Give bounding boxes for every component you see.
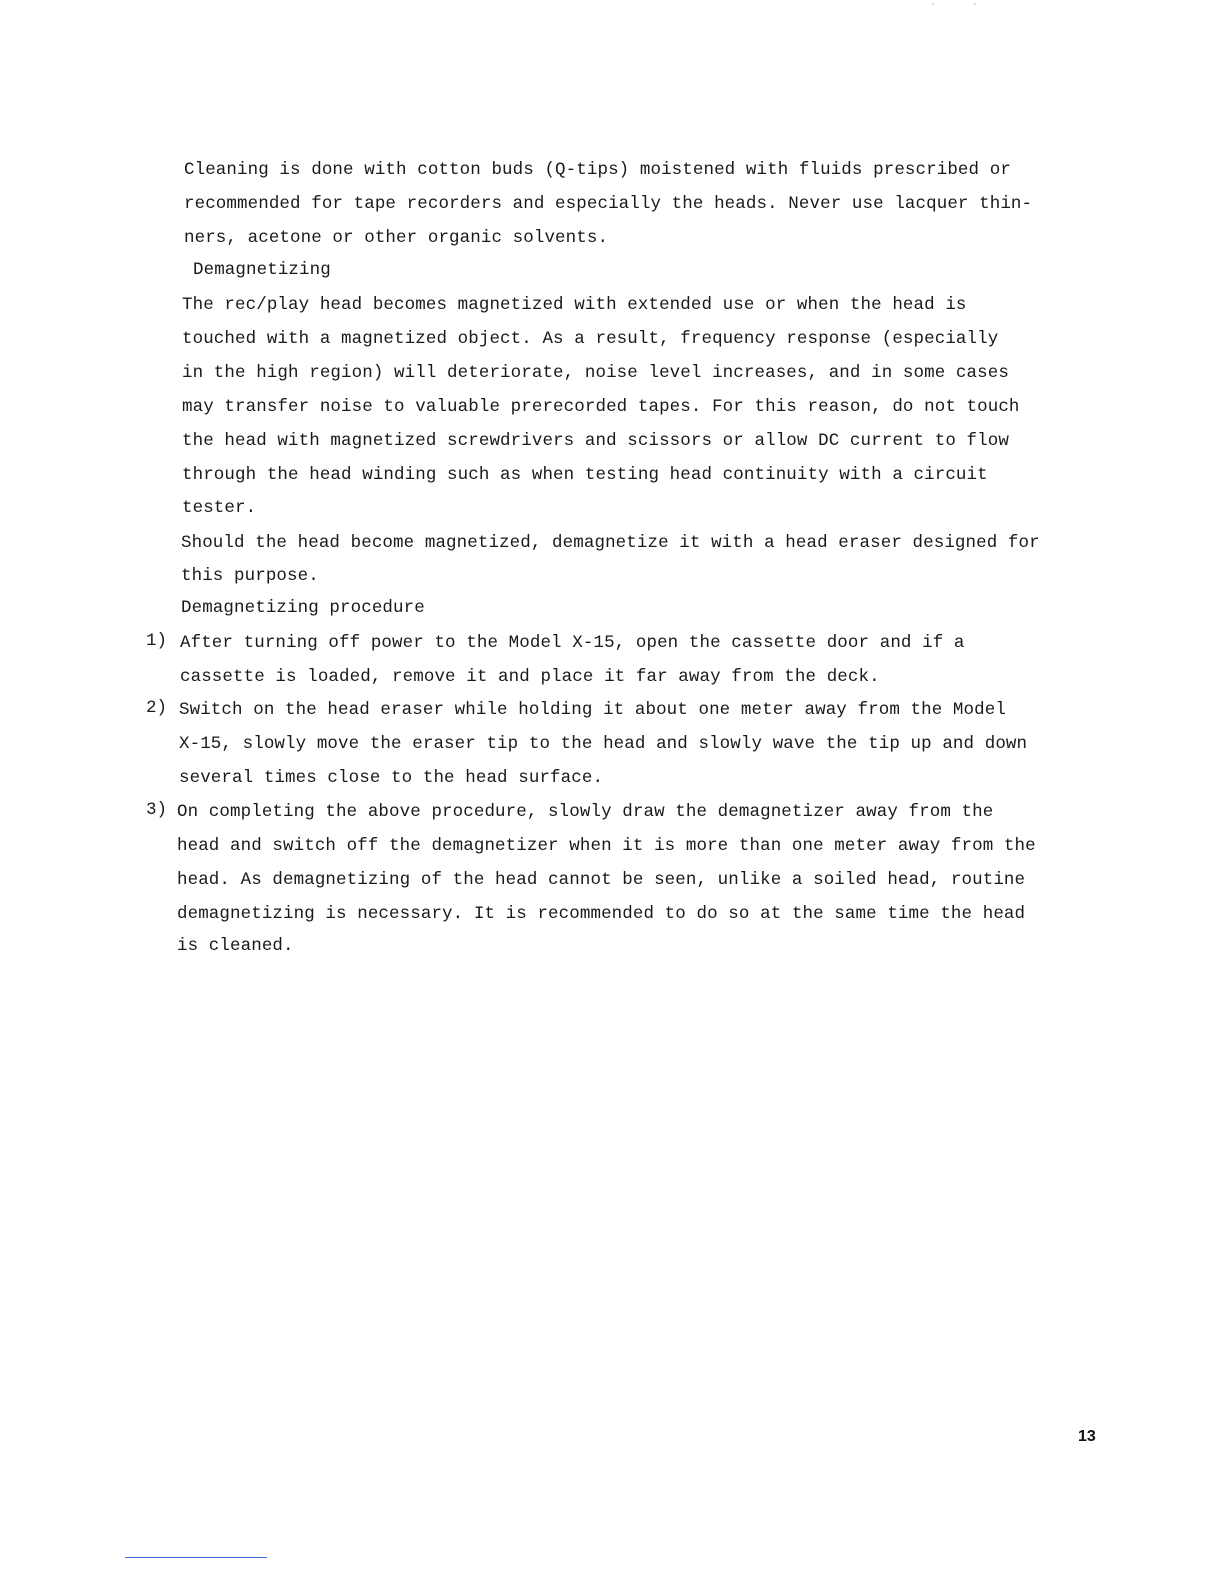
eraser-paragraph-line: this purpose. [181, 566, 319, 586]
magnetized-paragraph-line: may transfer noise to valuable prerecorded tapes. For this reason, do not touch [182, 397, 1020, 417]
magnetized-paragraph-line: tester. [182, 498, 257, 518]
page-number: 13 [1078, 1428, 1096, 1445]
step-line: Switch on the head eraser while holding it about one meter away from the Model [179, 700, 1006, 720]
step-number: 3) [146, 800, 168, 820]
step-line: On completing the above procedure, slowly draw the demagnetizer away from the [177, 802, 994, 822]
step-line: cassette is loaded, remove it and place it far away from the deck. [180, 667, 880, 687]
eraser-paragraph-line: Should the head become magnetized, demagnetize it with a head eraser designed for [181, 533, 1040, 553]
magnetized-paragraph-line: The rec/play head becomes magnetized with extended use or when the head is [182, 295, 967, 315]
magnetized-paragraph-line: in the high region) will deteriorate, noise level increases, and in some cases [182, 363, 1009, 383]
scan-artifact: · · [930, 0, 979, 11]
step-line: demagnetizing is necessary. It is recommended to do so at the same time the head [177, 904, 1026, 924]
magnetized-paragraph-line: through the head winding such as when testing head continuity with a circuit [182, 465, 988, 485]
step-number: 2) [146, 698, 168, 718]
step-number: 1) [146, 631, 168, 651]
step-line: is cleaned. [177, 936, 294, 956]
scan-rule-line [125, 1557, 267, 1558]
cleaning-paragraph-line: Cleaning is done with cotton buds (Q-tips) moistened with fluids prescribed or [184, 160, 1011, 180]
magnetized-paragraph-line: the head with magnetized screwdrivers and scissors or allow DC current to flow [182, 431, 1009, 451]
step-line: head. As demagnetizing of the head cannot be seen, unlike a soiled head, routine [177, 870, 1026, 890]
step-line: X-15, slowly move the eraser tip to the head and slowly wave the tip up and down [179, 734, 1028, 754]
step-line: several times close to the head surface. [179, 768, 604, 788]
step-line: head and switch off the demagnetizer when it is more than one meter away from the [177, 836, 1036, 856]
magnetized-paragraph-line: touched with a magnetized object. As a result, frequency response (especially [182, 329, 999, 349]
procedure-heading: Demagnetizing procedure [181, 598, 425, 618]
cleaning-paragraph-line: recommended for tape recorders and especially the heads. Never use lacquer thin- [184, 194, 1033, 214]
demagnetizing-heading: Demagnetizing [193, 260, 331, 280]
cleaning-paragraph-line: ners, acetone or other organic solvents. [184, 228, 609, 248]
step-line: After turning off power to the Model X-15, open the cassette door and if a [180, 633, 965, 653]
